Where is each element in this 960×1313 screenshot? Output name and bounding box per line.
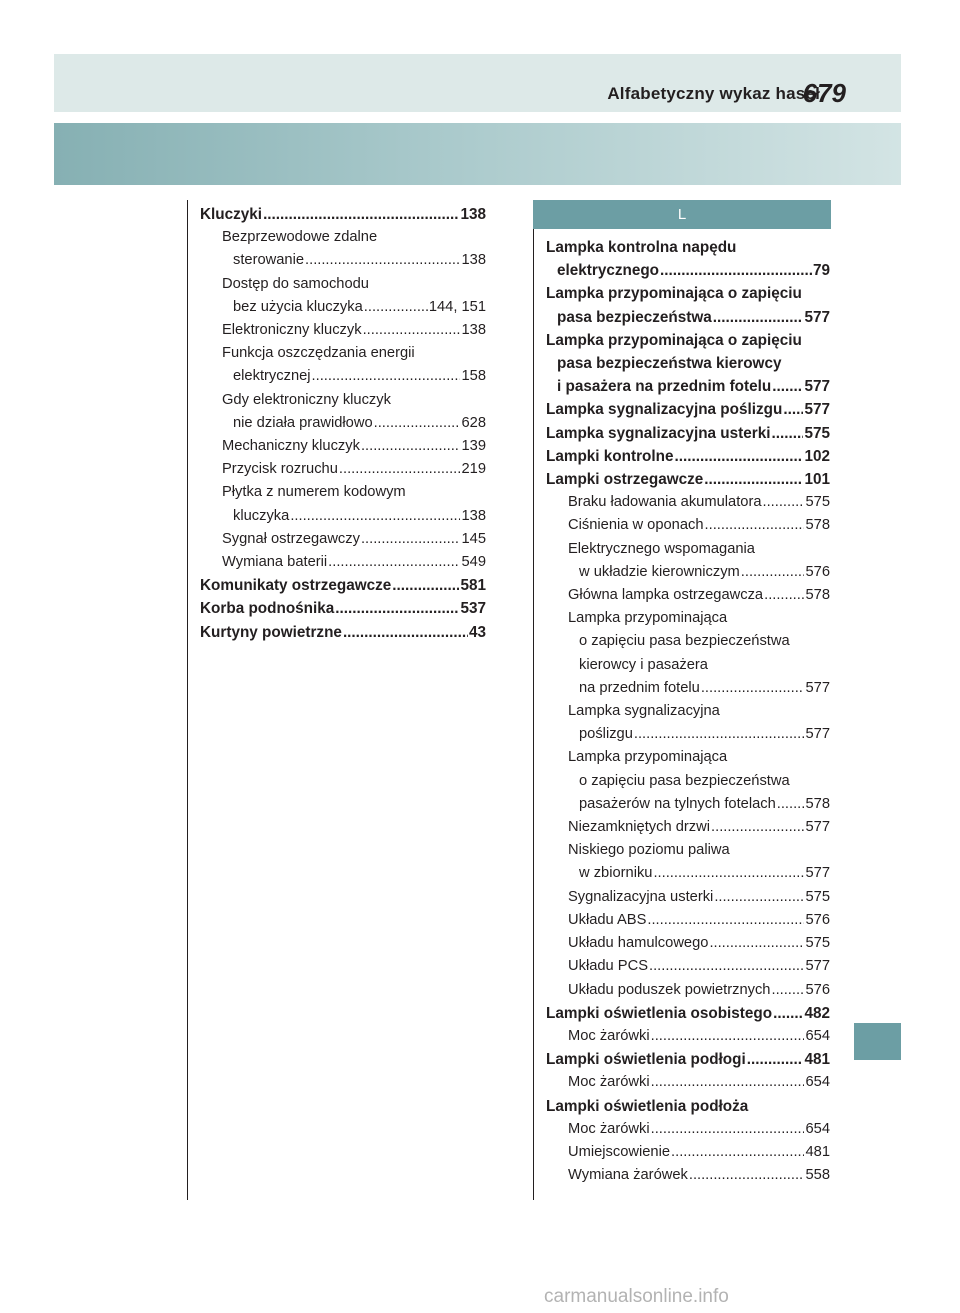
index-subentry: Braku ładowania akumulatora ..... 575	[546, 491, 830, 514]
index-entry: Lampka przypominająca o zapięciu	[546, 331, 802, 349]
index-entry: elektrycznego ..... 79	[546, 259, 830, 282]
index-subentry: o zapięciu pasa bezpieczeństwa	[579, 633, 790, 650]
index-subentry: pasażerów na tylnych fotelach ..... 578	[546, 793, 830, 816]
header-title: Alfabetyczny wykaz haseł	[607, 84, 820, 103]
index-subentry: Gdy elektroniczny kluczyk	[222, 391, 391, 408]
index-subentry: Układu PCS ..... 577	[546, 955, 830, 978]
index-entry: Lampki oświetlenia podłogi ..... 481	[546, 1048, 830, 1071]
column-rule-left	[187, 200, 188, 1200]
index-subentry: Lampka przypominająca	[568, 610, 728, 627]
index-column-left	[200, 203, 486, 644]
index-entry: pasa bezpieczeństwa ..... 577	[546, 306, 830, 329]
index-subentry: kierowcy i pasażera	[579, 656, 708, 673]
index-subentry: Układu hamulcowego ..... 575	[546, 932, 830, 955]
index-subentry: Umiejscowienie ..... 481	[546, 1141, 830, 1164]
index-subentry: bez użycia kluczyka ..... 144, 151	[200, 296, 486, 319]
section-tab	[854, 1023, 901, 1060]
index-subentry: Sygnał ostrzegawczy ..... 145	[200, 528, 486, 551]
page-number: 679	[802, 78, 846, 108]
index-subentry: Płytka z numerem kodowym	[222, 484, 406, 501]
index-subentry: Elektroniczny kluczyk ..... 138	[200, 319, 486, 342]
index-subentry: Moc żarówki ..... 654	[546, 1071, 830, 1094]
index-subentry: Wymiana baterii ..... 549	[200, 551, 486, 574]
index-subentry: sterowanie ..... 138	[200, 249, 486, 272]
index-entry: Korba podnośnika ..... 537	[200, 597, 486, 620]
index-subentry: Układu ABS ..... 576	[546, 909, 830, 932]
decorative-band	[54, 123, 901, 185]
index-subentry: elektrycznej ..... 158	[200, 365, 486, 388]
index-subentry: Dostęp do samochodu	[222, 275, 369, 292]
index-subentry: kluczyka ..... 138	[200, 505, 486, 528]
index-entry: Lampki oświetlenia osobistego ..... 482	[546, 1002, 830, 1025]
index-entry: Lampki oświetlenia podłoża	[546, 1097, 749, 1115]
index-subentry: w zbiorniku ..... 577	[546, 862, 830, 885]
index-subentry: Moc żarówki ..... 654	[546, 1025, 830, 1048]
index-entry: Komunikaty ostrzegawcze ..... 581	[200, 574, 486, 597]
index-entry: Lampki ostrzegawcze ..... 101	[546, 468, 830, 491]
index-entry: pasa bezpieczeństwa kierowcy	[557, 355, 782, 373]
index-entry: Lampka sygnalizacyjna usterki ..... 575	[546, 422, 830, 445]
index-subentry: Niskiego poziomu paliwa	[568, 842, 730, 859]
index-subentry: Wymiana żarówek ..... 558	[546, 1164, 830, 1187]
index-subentry: Moc żarówki ..... 654	[546, 1118, 830, 1141]
index-subentry: o zapięciu pasa bezpieczeństwa	[579, 772, 790, 789]
index-subentry: nie działa prawidłowo ..... 628	[200, 412, 486, 435]
index-subentry: Sygnalizacyjna usterki ..... 575	[546, 886, 830, 909]
index-entry: Lampka przypominająca o zapięciu	[546, 285, 802, 303]
index-entry: i pasażera na przednim fotelu ..... 577	[546, 375, 830, 398]
index-subentry: Przycisk rozruchu ..... 219	[200, 458, 486, 481]
column-rule-middle	[533, 200, 534, 1200]
index-entry: Lampka sygnalizacyjna poślizgu ..... 577	[546, 398, 830, 421]
index-entry: Kurtyny powietrzne ..... 43	[200, 621, 486, 644]
index-subentry: Układu poduszek powietrznych ..... 576	[546, 979, 830, 1002]
index-subentry: poślizgu ..... 577	[546, 723, 830, 746]
index-subentry: Niezamkniętych drzwi ..... 577	[546, 816, 830, 839]
index-subentry: Mechaniczny kluczyk ..... 139	[200, 435, 486, 458]
index-column-right	[546, 236, 830, 1187]
index-subentry: Lampka sygnalizacyjna	[568, 703, 720, 720]
index-subentry: Elektrycznego wspomagania	[568, 540, 755, 557]
watermark: carmanualsonline.info	[544, 1286, 729, 1307]
index-subentry: na przednim fotelu ..... 577	[546, 677, 830, 700]
index-subentry: Funkcja oszczędzania energii	[222, 345, 415, 362]
index-subentry: Lampka przypominająca	[568, 749, 728, 766]
index-subentry: Bezprzewodowe zdalne	[222, 229, 378, 246]
index-subentry: Ciśnienia w oponach ..... 578	[546, 514, 830, 537]
letter-heading: L	[533, 200, 831, 229]
index-entry: Lampka kontrolna napędu	[546, 239, 737, 256]
index-entry: Kluczyki ..... 138	[200, 203, 486, 226]
index-entry: Lampki kontrolne ..... 102	[546, 445, 830, 468]
index-subentry: w układzie kierowniczym ..... 576	[546, 561, 830, 584]
index-subentry: Główna lampka ostrzegawcza ..... 578	[546, 584, 830, 607]
